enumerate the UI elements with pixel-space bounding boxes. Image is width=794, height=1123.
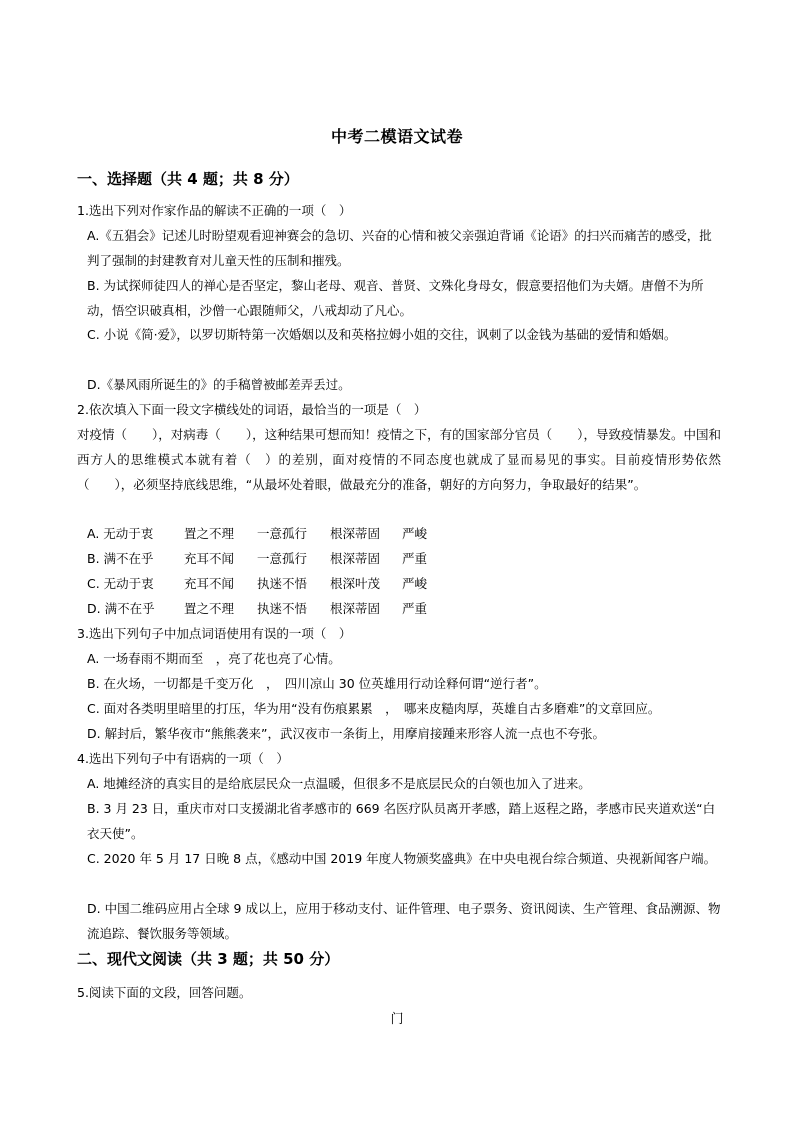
question-2-option-row — [87, 596, 427, 621]
option-word: 执迷不悟 — [257, 576, 308, 591]
question-5-stem: 5.阅读下面的文段，回答问题。 — [77, 985, 252, 1000]
option-word: A. 无动于衷 — [87, 526, 154, 541]
option-word: 严峻 — [402, 576, 428, 591]
passage-title: 门 — [390, 1012, 404, 1027]
option-word: 执迷不悟 — [257, 601, 308, 616]
option-word: 置之不理 — [184, 526, 235, 541]
question-2-passage: 对疫情（ ），对病毒（ ），这种结果可想而知！疫情之下，有的国家部分官员（ ），导致疫情暴发。中国和西方人的思维模式本就有着（ ）的差别，面对疫情的不同态度也就成了显而易见的事实。目前疫情形势依然（ ），必须坚持底线思维，“从最坏处着眼，做最充分的准备，朝好的方向努力，争取最好的结果”。 — [77, 427, 721, 492]
option-word: 严重 — [402, 551, 428, 566]
option-word: C. 无动于衷 — [87, 576, 154, 591]
question-4-option-a: A. 地摊经济的真实目的是给底层民众一点温暖，但很多不是底层民众的白领也加入了进来。 — [87, 776, 591, 791]
option-word: 根深蒂固 — [330, 526, 381, 541]
question-2-option-row — [87, 521, 427, 546]
option-word: 一意孤行 — [257, 526, 308, 541]
option-word: 一意孤行 — [257, 551, 308, 566]
question-2-stem: 2.依次填入下面一段文字横线处的词语，最恰当的一项是（ ） — [77, 402, 427, 417]
question-1-option-c: C. 小说《简·爱》，以罗切斯特第一次婚姻以及和英格拉姆小姐的交往，讽刺了以金钱为基础的爱情和婚姻。 — [87, 327, 677, 342]
question-1-option-a: A.《五猖会》记述儿时盼望观看迎神赛会的急切、兴奋的心情和被父亲强迫背诵《论语》的扫兴而痛苦的感受，批判了强制的封建教育对儿童天性的压制和摧残。 — [87, 228, 712, 268]
question-3-option-a: A. 一场春雨不期而至 ，亮了花也亮了心情。 — [87, 651, 341, 666]
question-3-option-c: C. 面对各类明里暗里的打压，华为用“没有伤痕累累 ， 哪来皮糙肉厚，英雄自古多磨难”的文章回应。 — [87, 701, 661, 716]
option-word: 根深叶茂 — [330, 576, 381, 591]
question-2-option-row — [87, 571, 427, 596]
option-word: 严重 — [402, 601, 428, 616]
question-4-stem: 4.选出下列句子中有语病的一项（ ） — [77, 751, 289, 766]
section-heading-reading: 二、现代文阅读（共 3 题；共 50 分） — [77, 950, 340, 968]
question-4-option-d: D. 中国二维码应用占全球 9 成以上，应用于移动支付、证件管理、电子票务、资讯阅读、生产管理、食品溯源、物流追踪、餐饮服务等领域。 — [87, 901, 721, 941]
option-word: 充耳不闻 — [184, 551, 235, 566]
option-word: 根深蒂固 — [330, 601, 381, 616]
question-3-option-d: D. 解封后，繁华夜市“熊熊袭来”，武汉夜市一条街上，用摩肩接踵来形容人流一点也不夸张。 — [87, 726, 606, 741]
question-3-option-b: B. 在火场，一切都是千变万化 ， 四川凉山 30 位英雄用行动诠释何谓“逆行者”。 — [87, 676, 547, 691]
question-1-option-d: D.《暴风雨所诞生的》的手稿曾被邮差弄丢过。 — [87, 377, 351, 392]
question-2-option-row — [87, 546, 427, 571]
page-title: 中考二模语文试卷 — [330, 127, 463, 146]
option-word: B. 满不在乎 — [87, 551, 154, 566]
option-word: 严峻 — [402, 526, 428, 541]
question-4-option-c: C. 2020 年 5 月 17 日晚 8 点，《感动中国 2019 年度人物颁奖盛典》在中央电视台综合频道、央视新闻客户端。 — [87, 851, 717, 866]
question-4-option-b: B. 3 月 23 日，重庆市对口支援湖北省孝感市的 669 名医疗队员离开孝感，踏上返程之路，孝感市民夹道欢送“白衣天使”。 — [87, 801, 716, 841]
question-1-option-b: B. 为试探师徒四人的禅心是否坚定，黎山老母、观音、普贤、文殊化身母女，假意要招他们为夫婿。唐僧不为所动，悟空识破真相，沙僧一心跟随师父，八戒却动了凡心。 — [87, 278, 704, 318]
question-1-stem: 1.选出下列对作家作品的解读不正确的一项（ ） — [77, 203, 352, 218]
section-heading-choice: 一、选择题（共 4 题；共 8 分） — [77, 170, 299, 188]
option-word: D. 满不在乎 — [87, 601, 155, 616]
option-word: 充耳不闻 — [184, 576, 235, 591]
option-word: 根深蒂固 — [330, 551, 381, 566]
question-3-stem: 3.选出下列句子中加点词语使用有误的一项（ ） — [77, 626, 352, 641]
option-word: 置之不理 — [184, 601, 235, 616]
